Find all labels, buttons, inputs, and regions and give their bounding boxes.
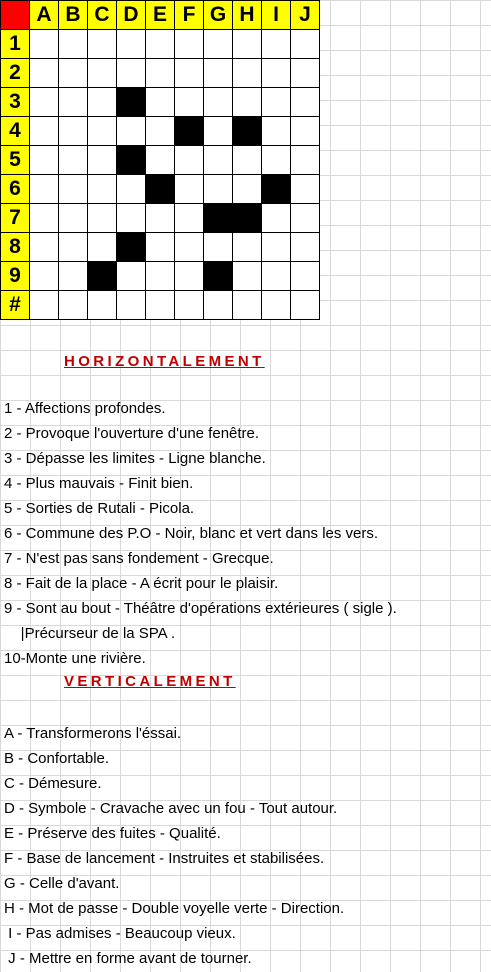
grid-cell[interactable] xyxy=(30,59,59,88)
column-header-h: H xyxy=(233,1,262,30)
grid-cell[interactable] xyxy=(117,175,146,204)
grid-cell[interactable] xyxy=(291,291,320,320)
grid-cell[interactable] xyxy=(204,146,233,175)
grid-cell[interactable] xyxy=(30,233,59,262)
vertical-heading: VERTICALEMENT xyxy=(64,673,236,690)
grid-cell[interactable] xyxy=(146,262,175,291)
vertical-clue: E - Préserve des fuites - Qualité. xyxy=(4,825,221,842)
grid-cell[interactable] xyxy=(262,204,291,233)
grid-cell[interactable] xyxy=(204,233,233,262)
black-cell xyxy=(204,262,233,291)
vertical-clue: A - Transformerons l'éssai. xyxy=(4,725,182,742)
grid-cell[interactable] xyxy=(88,233,117,262)
grid-cell[interactable] xyxy=(30,117,59,146)
grid-cell[interactable] xyxy=(291,175,320,204)
grid-cell[interactable] xyxy=(59,204,88,233)
grid-cell[interactable] xyxy=(30,175,59,204)
column-header-c: C xyxy=(88,1,117,30)
row-header-6: 6 xyxy=(1,175,30,204)
grid-cell[interactable] xyxy=(291,233,320,262)
vertical-clue: D - Symbole - Cravache avec un fou - Tout autour. xyxy=(4,800,338,817)
grid-cell[interactable] xyxy=(175,262,204,291)
vertical-clue: C - Démesure. xyxy=(4,775,102,792)
grid-cell[interactable] xyxy=(117,262,146,291)
row-header-3: 3 xyxy=(1,88,30,117)
grid-cell[interactable] xyxy=(233,59,262,88)
grid-cell[interactable] xyxy=(233,88,262,117)
grid-cell[interactable] xyxy=(233,30,262,59)
black-cell xyxy=(117,146,146,175)
grid-cell[interactable] xyxy=(291,146,320,175)
grid-cell[interactable] xyxy=(291,88,320,117)
black-cell xyxy=(117,233,146,262)
grid-cell[interactable] xyxy=(204,30,233,59)
horizontal-clue: 2 - Provoque l'ouverture d'une fenêtre. xyxy=(4,425,260,442)
black-cell xyxy=(233,117,262,146)
grid-cell[interactable] xyxy=(146,204,175,233)
horizontal-clue: 8 - Fait de la place - A écrit pour le plaisir. xyxy=(4,575,279,592)
horizontal-clue: 6 - Commune des P.O - Noir, blanc et vert dans les vers. xyxy=(4,525,379,542)
grid-cell[interactable] xyxy=(88,291,117,320)
grid-cell[interactable] xyxy=(175,204,204,233)
grid-cell[interactable] xyxy=(291,30,320,59)
grid-cell[interactable] xyxy=(262,117,291,146)
row-header-4: 4 xyxy=(1,117,30,146)
grid-cell[interactable] xyxy=(88,88,117,117)
grid-cell[interactable] xyxy=(88,117,117,146)
vertical-clue: J - Mettre en forme avant de tourner. xyxy=(4,950,252,967)
grid-cell[interactable] xyxy=(59,146,88,175)
grid-cell[interactable] xyxy=(117,117,146,146)
column-header-j: J xyxy=(291,1,320,30)
row-header-9: 9 xyxy=(1,262,30,291)
row-header-8: 8 xyxy=(1,233,30,262)
row-header-10: # xyxy=(1,291,30,320)
horizontal-clue: 7 - N'est pas sans fondement - Grecque. xyxy=(4,550,274,567)
horizontal-heading: HORIZONTALEMENT xyxy=(64,353,265,370)
grid-cell[interactable] xyxy=(175,291,204,320)
horizontal-clue-list xyxy=(0,395,491,670)
black-cell xyxy=(175,117,204,146)
grid-cell[interactable] xyxy=(175,175,204,204)
grid-cell[interactable] xyxy=(175,59,204,88)
grid-cell[interactable] xyxy=(30,204,59,233)
grid-cell[interactable] xyxy=(59,59,88,88)
grid-cell[interactable] xyxy=(59,291,88,320)
vertical-clue: B - Confortable. xyxy=(4,750,110,767)
grid-cell[interactable] xyxy=(30,30,59,59)
vertical-clue: H - Mot de passe - Double voyelle verte - Direction. xyxy=(4,900,345,917)
grid-cell[interactable] xyxy=(59,30,88,59)
vertical-clue: G - Celle d'avant. xyxy=(4,875,120,892)
column-header-d: D xyxy=(117,1,146,30)
black-cell xyxy=(204,204,233,233)
row-header-7: 7 xyxy=(1,204,30,233)
grid-cell[interactable] xyxy=(88,204,117,233)
row-header-5: 5 xyxy=(1,146,30,175)
grid-cell[interactable] xyxy=(88,175,117,204)
grid-cell[interactable] xyxy=(175,146,204,175)
black-cell xyxy=(117,88,146,117)
grid-cell[interactable] xyxy=(291,117,320,146)
grid-corner-cell xyxy=(1,1,30,30)
row-header-2: 2 xyxy=(1,59,30,88)
grid-cell[interactable] xyxy=(233,291,262,320)
grid-cell[interactable] xyxy=(59,233,88,262)
horizontal-clue: 10-Monte une rivière. xyxy=(4,650,146,667)
column-header-g: G xyxy=(204,1,233,30)
grid-cell[interactable] xyxy=(262,59,291,88)
grid-cell[interactable] xyxy=(146,59,175,88)
grid-cell[interactable] xyxy=(204,175,233,204)
grid-cell[interactable] xyxy=(117,30,146,59)
grid-cell[interactable] xyxy=(204,117,233,146)
grid-cell[interactable] xyxy=(88,30,117,59)
column-header-f: F xyxy=(175,1,204,30)
black-cell xyxy=(262,175,291,204)
grid-cell[interactable] xyxy=(59,262,88,291)
row-header-1: 1 xyxy=(1,30,30,59)
grid-cell[interactable] xyxy=(59,88,88,117)
grid-cell[interactable] xyxy=(262,146,291,175)
grid-cell[interactable] xyxy=(262,30,291,59)
grid-cell[interactable] xyxy=(146,117,175,146)
horizontal-clue: 1 - Affections profondes. xyxy=(4,400,166,417)
grid-cell[interactable] xyxy=(30,291,59,320)
grid-cell[interactable] xyxy=(262,233,291,262)
grid-cell[interactable] xyxy=(117,291,146,320)
horizontal-clue: |Précurseur de la SPA . xyxy=(4,625,176,642)
grid-cell[interactable] xyxy=(233,146,262,175)
grid-cell[interactable] xyxy=(291,59,320,88)
grid-cell[interactable] xyxy=(146,30,175,59)
crossword-grid xyxy=(0,0,320,320)
grid-cell[interactable] xyxy=(262,88,291,117)
column-header-i: I xyxy=(262,1,291,30)
horizontal-clue: 9 - Sont au bout - Théâtre d'opérations extérieures ( sigle ). xyxy=(4,600,397,617)
grid-cell[interactable] xyxy=(59,117,88,146)
grid-cell[interactable] xyxy=(59,175,88,204)
column-header-a: A xyxy=(30,1,59,30)
grid-cell[interactable] xyxy=(175,30,204,59)
vertical-clue: I - Pas admises - Beaucoup vieux. xyxy=(4,925,236,942)
horizontal-clue: 5 - Sorties de Rutali - Picola. xyxy=(4,500,195,517)
grid-cell[interactable] xyxy=(146,88,175,117)
grid-cell[interactable] xyxy=(88,146,117,175)
horizontal-clue: 3 - Dépasse les limites - Ligne blanche. xyxy=(4,450,266,467)
vertical-clue: F - Base de lancement - Instruites et stabilisées. xyxy=(4,850,325,867)
grid-cell[interactable] xyxy=(146,233,175,262)
grid-cell[interactable] xyxy=(233,175,262,204)
grid-cell[interactable] xyxy=(146,291,175,320)
grid-cell[interactable] xyxy=(30,262,59,291)
black-cell xyxy=(146,175,175,204)
grid-cell[interactable] xyxy=(146,146,175,175)
column-header-e: E xyxy=(146,1,175,30)
horizontal-clue: 4 - Plus mauvais - Finit bien. xyxy=(4,475,194,492)
black-cell xyxy=(233,204,262,233)
grid-cell[interactable] xyxy=(262,291,291,320)
grid-cell[interactable] xyxy=(30,88,59,117)
black-cell xyxy=(88,262,117,291)
grid-cell[interactable] xyxy=(117,59,146,88)
grid-cell[interactable] xyxy=(204,291,233,320)
grid-cell[interactable] xyxy=(117,204,146,233)
grid-cell[interactable] xyxy=(175,88,204,117)
vertical-clue-list xyxy=(0,720,491,970)
grid-cell[interactable] xyxy=(30,146,59,175)
grid-cell[interactable] xyxy=(262,262,291,291)
column-header-b: B xyxy=(59,1,88,30)
grid-cell[interactable] xyxy=(175,233,204,262)
grid-cell[interactable] xyxy=(204,59,233,88)
grid-cell[interactable] xyxy=(88,59,117,88)
grid-cell[interactable] xyxy=(291,262,320,291)
grid-cell[interactable] xyxy=(204,88,233,117)
grid-cell[interactable] xyxy=(233,262,262,291)
grid-cell[interactable] xyxy=(291,204,320,233)
grid-cell[interactable] xyxy=(233,233,262,262)
